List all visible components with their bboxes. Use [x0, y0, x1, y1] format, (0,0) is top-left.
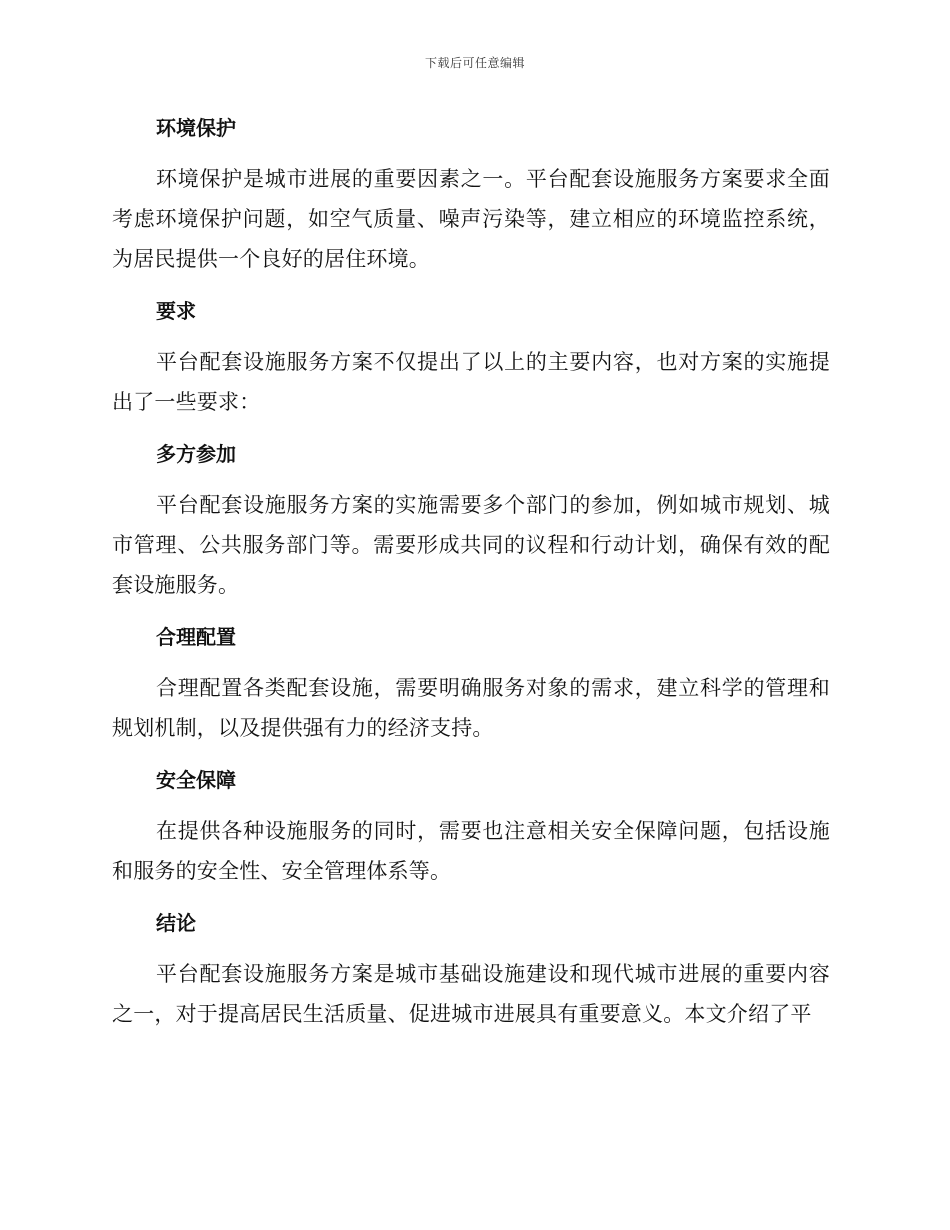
document-body — [112, 108, 830, 1046]
section-paragraph-environment: 环境保护是城市进展的重要因素之一。平台配套设施服务方案要求全面考虑环境保护问题，如空气质量、噪声污染等，建立相应的环境监控系统，为居民提供一个良好的居住环境。 — [112, 167, 830, 271]
section-heading-environment: 环境保护 — [156, 116, 236, 140]
section-heading-safety: 安全保障 — [156, 768, 236, 792]
section-paragraph-requirements: 平台配套设施服务方案不仅提出了以上的主要内容，也对方案的实施提出了一些要求： — [112, 350, 830, 414]
section-paragraph-allocation: 合理配置各类配套设施，需要明确服务对象的需求，建立科学的管理和规划机制，以及提供强有力的经济支持。 — [112, 676, 830, 740]
section-paragraph-participation: 平台配套设施服务方案的实施需要多个部门的参加，例如城市规划、城市管理、公共服务部门等。需要形成共同的议程和行动计划，确保有效的配套设施服务。 — [112, 493, 830, 597]
section-heading-requirements: 要求 — [156, 299, 196, 323]
section-heading-allocation: 合理配置 — [156, 625, 236, 649]
section-heading-conclusion: 结论 — [156, 911, 196, 935]
page-header: 下载后可任意编辑 — [424, 56, 525, 70]
section-paragraph-conclusion: 平台配套设施服务方案是城市基础设施建设和现代城市进展的重要内容之一，对于提高居民生活质量、促进城市进展具有重要意义。本文介绍了平 — [112, 962, 830, 1026]
section-paragraph-safety: 在提供各种设施服务的同时，需要也注意相关安全保障问题，包括设施和服务的安全性、安全管理体系等。 — [112, 819, 830, 883]
section-heading-participation: 多方参加 — [156, 442, 236, 466]
